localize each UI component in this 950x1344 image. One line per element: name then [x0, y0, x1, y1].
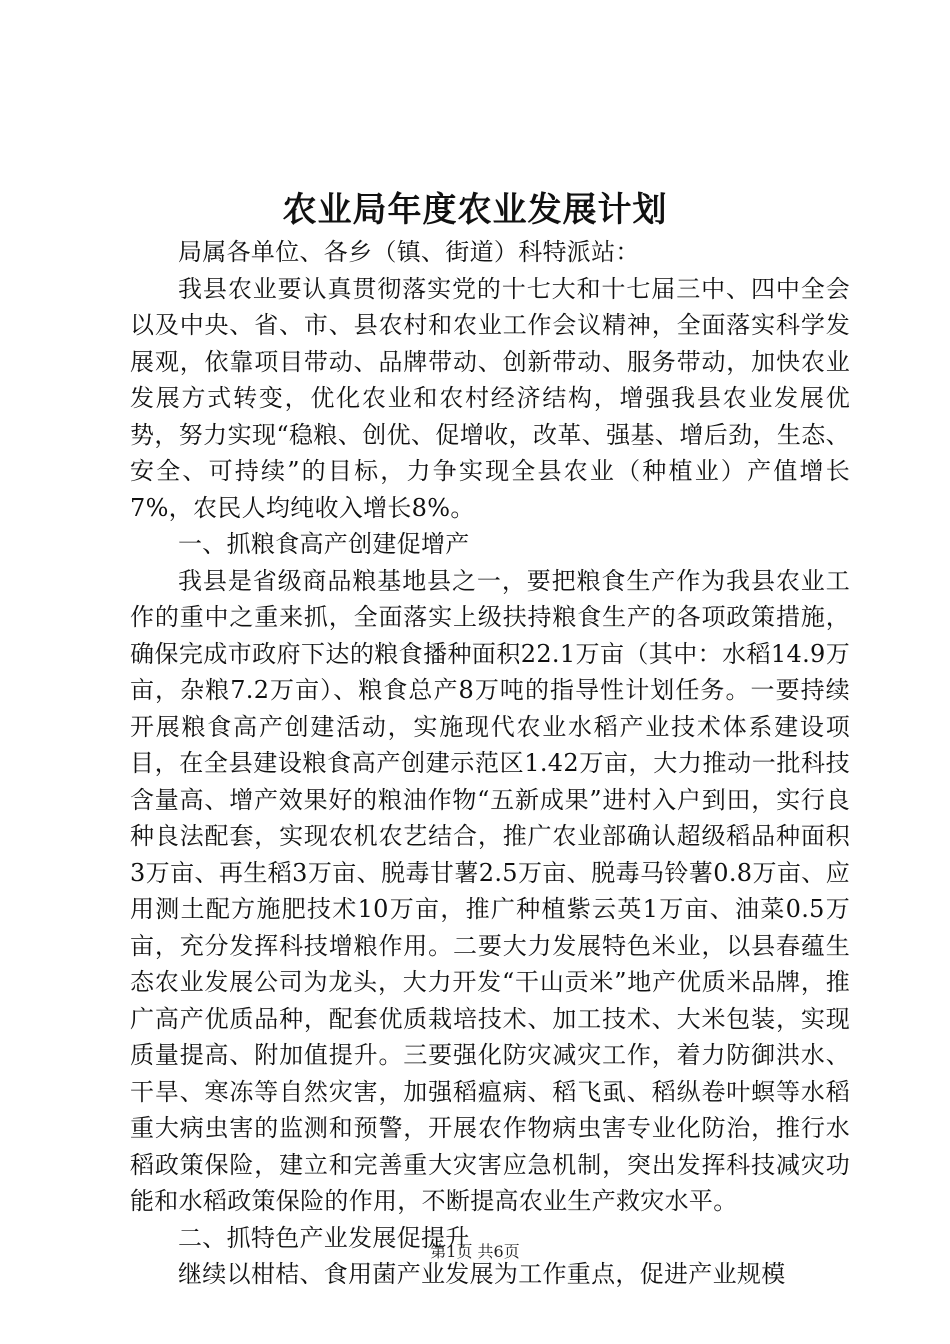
document-title: 农业局年度农业发展计划 — [282, 190, 668, 230]
section-heading-1: 一、抓粮食高产创建促增产 — [178, 530, 470, 558]
section-2-paragraph: 继续以柑桔、食用菌产业发展为工作重点，促进产业规模 — [178, 1260, 786, 1288]
document-body — [130, 234, 850, 1293]
salutation-paragraph: 局属各单位、各乡（镇、街道）科特派站： — [178, 238, 640, 266]
section-1-paragraph: 我县是省级商品粮基地县之一，要把粮食生产作为我县农业工作的重中之重来抓，全面落实上级扶持粮食生产的各项政策措施，确保完成市政府下达的粮食播种面积22.1万亩（其中：水稻14.9万亩，杂粮7.2万亩）、粮食总产8万吨的指导性计划任务。一要持续开展粮食高产创建活动，实施现代农业水稻产业技术体系建设项目，在全县建设粮食高产创建示范区1.42万亩，大力推动一批科技含量高、增产效果好的粮油作物“五新成果”进村入户到田，实行良种良法配套，实现农机农艺结合，推广农业部确认超级稻品种面积3万亩、再生稻3万亩、脱毒甘薯2.5万亩、脱毒马铃薯0.8万亩、应用测土配方施肥技术10万亩，推广种植紫云英1万亩、油菜0.5万亩，充分发挥科技增粮作用。二要大力发展特色米业，以县春蕴生态农业发展公司为龙头，大力开发“干山贡米”地产优质米品牌，推广高产优质品种，配套优质栽培技术、加工技术、大米包装，实现质量提高、附加值提升。三要强化防灾减灾工作，着力防御洪水、干旱、寒冻等自然灾害，加强稻瘟病、稻飞虱、稻纵卷叶螟等水稻重大病虫害的监测和预警，开展农作物病虫害专业化防治，推行水稻政策保险，建立和完善重大灾害应急机制，突出发挥科技减灾功能和水稻政策保险的作用，不断提高农业生产救灾水平。 — [130, 566, 850, 1215]
section-heading-2: 二、抓特色产业发展促提升 — [178, 1223, 470, 1252]
intro-paragraph: 我县农业要认真贯彻落实党的十七大和十七届三中、四中全会以及中央、省、市、县农村和农业工作会议精神，全面落实科学发展观，依靠项目带动、品牌带动、创新带动、服务带动，加快农业发展方式转变，优化农业和农村经济结构，增强我县农业发展优势，努力实现“稳粮、创优、促增收，改革、强基、增后劲，生态、安全、可持续”的目标，力争实现全县农业（种植业）产值增长7%，农民人均纯收入增长8%。 — [130, 274, 850, 522]
page-number-footer: 第1页 共6页 — [430, 1242, 520, 1261]
